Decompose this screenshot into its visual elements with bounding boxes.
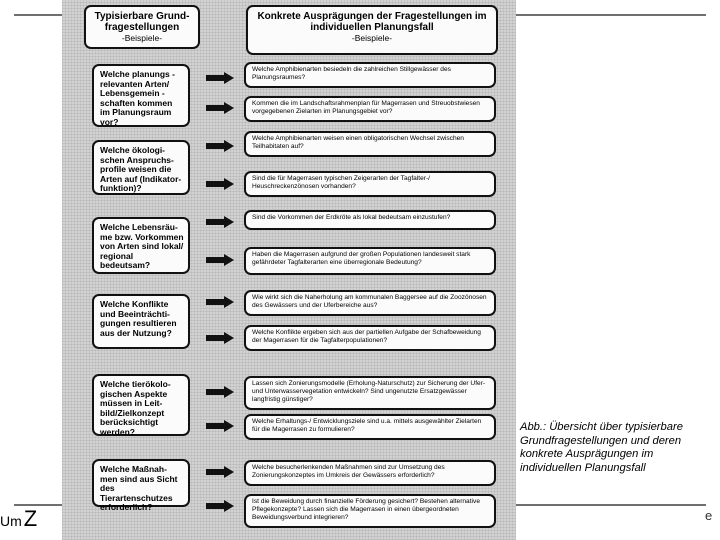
question-box: Welche Lebensräu-me bzw. Vorkommen von Arten sind lokal/ regional bedeutsam? xyxy=(92,217,190,274)
logo-text: Um xyxy=(0,513,22,529)
right-header-sub: -Beispiele- xyxy=(351,33,393,43)
arrow-right-icon xyxy=(206,178,234,190)
question-box: Welche Maßnah-men sind aus Sicht des Tierartenschutzes erforderlich? xyxy=(92,459,190,507)
arrow-right-icon xyxy=(206,332,234,344)
arrow-right-icon xyxy=(206,386,234,398)
question-box: Welche tierökolo-gischen Aspekte müssen in Leit-bild/Zielkonzept berücksichtigt werden? xyxy=(92,374,190,436)
arrow-right-icon xyxy=(206,102,234,114)
answer-box: Welche Amphibienarten besiedeln die zahlreichen Stillgewässer des Planungsraumes? xyxy=(244,62,496,88)
question-box: Welche planungs - relevanten Arten/ Lebensgemein - schaften kommen im Planungsraum vor? xyxy=(92,64,190,127)
scanned-diagram xyxy=(62,0,516,540)
arrow-right-icon xyxy=(206,254,234,266)
answer-box: Welche Erhaltungs-/ Entwicklungsziele sind u.a. mittels ausgewählter Zielarten für die Magerrasen zu formulieren? xyxy=(244,414,496,440)
arrow-right-icon xyxy=(206,216,234,228)
answer-box: Haben die Magerrasen aufgrund der großen Populationen landesweit stark gefährdeter Tagfalterarten eine überregionale Bedeutung? xyxy=(244,247,496,275)
arrow-right-icon xyxy=(206,72,234,84)
right-header-title: Konkrete Ausprägungen der Fragestellungen im individuellen Planungsfall xyxy=(257,11,487,33)
right-column-header xyxy=(246,5,498,55)
left-header-sub: -Beispiele- xyxy=(121,33,163,43)
answer-box: Welche besucherlenkenden Maßnahmen sind zur Umsetzung des Zonierungskonzeptes im Umkreis der Gewässers erforderlich? xyxy=(244,460,496,486)
answer-box: Sind die für Magerrasen typischen Zeigerarten der Tagfalter-/ Heuschreckenzönosen vorhanden? xyxy=(244,171,496,197)
answer-box: Sind die Vorkommen der Erdkröte als lokal bedeutsam einzustufen? xyxy=(244,210,496,230)
arrow-right-icon xyxy=(206,466,234,478)
corner-mark: e xyxy=(705,508,713,523)
arrow-right-icon xyxy=(206,296,234,308)
answer-box: Lassen sich Zonierungsmodelle (Erholung-Naturschutz) zur Sicherung der Ufer- und Unterwasservegetation entwickeln? Sind ungenutzte Ersatzgewässer langfristig günstiger? xyxy=(244,376,496,410)
left-column-header xyxy=(84,5,200,49)
logo-z: Z xyxy=(23,506,38,531)
arrow-right-icon xyxy=(206,500,234,512)
answer-box: Wie wirkt sich die Naherholung am kommunalen Baggersee auf die Zoozönosen des Gewässers und der Uferbereiche aus? xyxy=(244,290,496,316)
answer-box: Welche Konflikte ergeben sich aus der partiellen Aufgabe der Schafbeweidung der Magerrasen für die Tagfalterpopulationen? xyxy=(244,325,496,351)
figure-caption: Abb.: Übersicht über typisierbare Grundfragestellungen und deren konkrete Ausprägungen im individuellen Planungsfall xyxy=(520,421,683,475)
question-box: Welche Konflikte und Beeinträchti-gungen resultieren aus der Nutzung? xyxy=(92,294,190,349)
answer-box: Welche Amphibienarten weisen einen obligatorischen Wechsel zwischen Teilhabitaten auf? xyxy=(244,131,496,157)
answer-box: Ist die Beweidung durch finanzielle Förderung gesichert? Bestehen alternative Pflegekonzepte? Lassen sich die Magerrasen in einen übergeordneten Beweidungsverbund integrieren? xyxy=(244,494,496,528)
arrow-right-icon xyxy=(206,420,234,432)
logo xyxy=(0,508,62,530)
question-box: Welche ökologi-schen Anspruchs-profile weisen die Arten auf (Indikator-funktion)? xyxy=(92,140,190,195)
answer-box: Kommen die im Landschaftsrahmenplan für Magerrasen und Streuobstwiesen vorgegebenen Zielarten im Planungsgebiet vor? xyxy=(244,96,496,122)
arrow-right-icon xyxy=(206,140,234,152)
left-header-title: Typisierbare Grund-fragestellungen xyxy=(94,11,190,33)
